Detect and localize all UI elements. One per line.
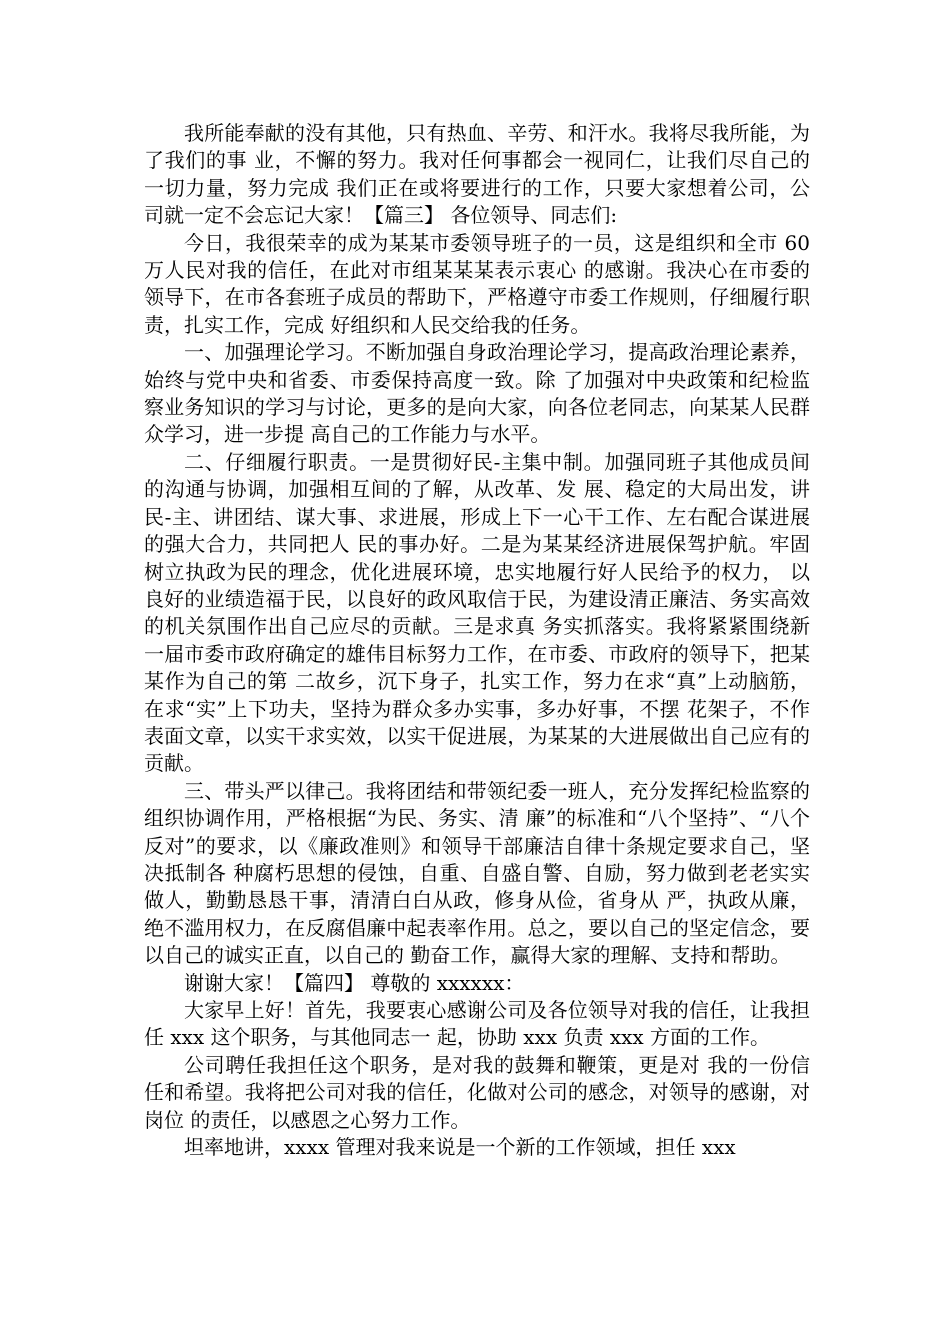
paragraph-duties: 二、仔细履行职责。一是贯彻好民-主集中制。加强同班子其他成员间的沟通与协调，加强相互间的了解，从改革、发 展、稳定的大局出发，讲民-主、讲团结、谋大事、求进展，形成上下一心干工作、左右配合谋进展的强大合力，共同把人 民的事办好。二是为某某经济进展保驾护航。牢固树立执政为民的理念，优化进展环境，忠实地履行好人民给予的权力， 以良好的业绩造福于民，以良好的政风取信于民，为建设清正廉洁、务实高效的机关氛围作出自己应尽的贡献。三是求真 务实抓落实。我将紧紧围绕新一届市委市政府确定的雄伟目标努力工作，在市委、市政府的领导下，把某某作为自己的第 二故乡，沉下身子，扎实工作，努力在求“真”上动脑筋，在求“实”上下功夫，坚持为群众多办实事，多办好事，不摆 花架子，不作表面文章，以实干求实效，以实干促进展，为某某的大进展做出自己应有的贡献。 — [144, 449, 810, 776]
document-page — [144, 120, 810, 1161]
paragraph-candid: 坦率地讲，xxxx 管理对我来说是一个新的工作领域，担任 xxx — [184, 1135, 736, 1160]
paragraph-theory-study: 一、加强理论学习。不断加强自身政治理论学习，提高政治理论素养，始终与党中央和省委、市委保持高度一致。除 了加强对中央政策和纪检监察业务知识的学习与讨论，更多的是向大家，向各位老同志，向某某人民群众学习，进一步提 高自己的工作能力与水平。 — [144, 340, 810, 447]
paragraph-self-discipline: 三、带头严以律己。我将团结和带领纪委一班人，充分发挥纪检监察的组织协调作用，严格根据“为民、务实、清 廉”的标准和“八个坚持”、“八个反对”的要求，以《廉政准则》和领导干部廉洁自律十条规定要求自己，坚决抵制各 种腐朽思想的侵蚀，自重、自盛自警、自励，努力做到老老实实做人，勤勤恳恳干事，清清白白从政，修身从俭，省身从 严，执政从廉，绝不滥用权力，在反腐倡廉中起表率作用。总之，要以自己的坚定信念，要以自己的诚实正直，以自己的 勤奋工作，赢得大家的理解、支持和帮助。 — [144, 778, 810, 968]
paragraph-greeting: 大家早上好！首先，我要衷心感谢公司及各位领导对我的信任，让我担任 xxx 这个职务，与其他同志一 起，协助 xxx 负责 xxx 方面的工作。 — [144, 998, 810, 1050]
paragraph-thanks-heading: 谢谢大家！【篇四】 尊敬的 xxxxxx： — [184, 970, 525, 995]
paragraph-introduction: 今日，我很荣幸的成为某某市委领导班子的一员，这是组织和全市 60 万人民对我的信任，在此对市组某某某表示衷心 的感谢。我决心在市委的领导下，在市各套班子成员的帮助下，严格遵守市委工作规则，仔细履行职责，扎实工作，完成 好组织和人民交给我的任务。 — [144, 230, 810, 337]
paragraph-appointment: 公司聘任我担任这个职务，是对我的鼓舞和鞭策，更是对 我的一份信任和希望。我将把公司对我的信任，化做对公司的感念，对领导的感谢，对岗位 的责任，以感恩之心努力工作。 — [144, 1052, 810, 1132]
paragraph-closing-remarks: 我所能奉献的没有其他，只有热血、辛劳、和汗水。我将尽我所能，为了我们的事 业，不懈的努力。我对任何事都会一视同仁，让我们尽自己的一切力量，努力完成 我们正在或将要进行的工作，只要大家想着公司，公司就一定不会忘记大家！【篇三】 各位领导、同志们: — [144, 121, 810, 228]
